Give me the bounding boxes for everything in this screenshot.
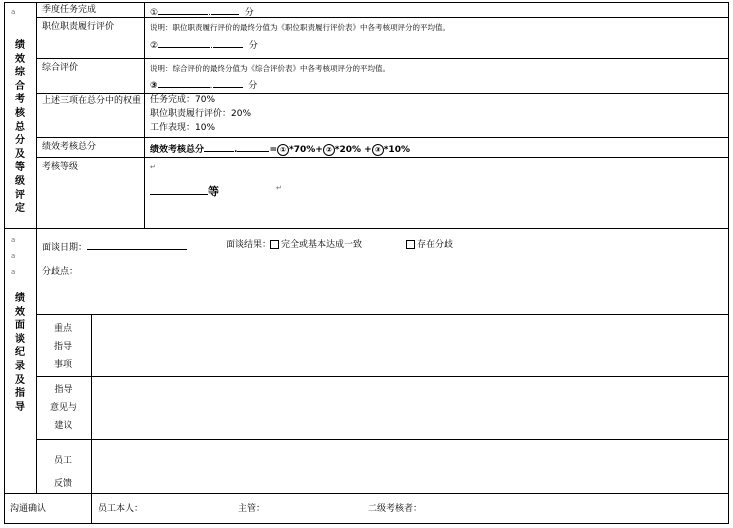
rule — [36, 2, 37, 493]
overall-note: 说明：综合评价的最终分值为《综合评价表》中各考核项评分的平均值。 — [150, 64, 390, 73]
rule — [4, 2, 729, 3]
employee-signature[interactable]: 员工本人： — [98, 504, 144, 514]
option-agree[interactable]: 完全或基本达成一致 — [270, 240, 362, 251]
rule — [36, 314, 729, 315]
overall-label: 综合评价 — [42, 63, 79, 73]
total-label: 绩效考核总分 — [42, 142, 97, 152]
checkbox[interactable] — [406, 240, 415, 249]
grade-field[interactable]: 等 — [150, 183, 219, 197]
rule — [4, 523, 729, 524]
rule — [4, 493, 729, 494]
interview-date-field[interactable]: 面谈日期： — [42, 240, 187, 254]
rule — [36, 17, 729, 18]
interview-result: 面谈结果： — [226, 240, 272, 250]
advice-input[interactable] — [98, 382, 718, 434]
duty-score-field[interactable]: ② . 分 — [150, 38, 258, 52]
rule — [4, 2, 5, 524]
rule — [36, 58, 729, 59]
task-label: 季度任务完成 — [42, 5, 97, 15]
feedback-label: 员工 反馈 — [54, 456, 73, 489]
advice-label: 指导 意见与 建议 — [50, 385, 78, 431]
task-score-field[interactable]: ① . 分 — [150, 5, 254, 19]
duty-note: 说明：职位职责履行评价的最终分值为《职位职责履行评价表》中各考核项评分的平均值。 — [150, 23, 450, 32]
feedback-input[interactable] — [98, 444, 718, 488]
grade-label: 考核等级 — [42, 162, 79, 172]
total-formula[interactable]: 绩效考核总分 . = ① *70%+ ② *20% + ③ *10% — [150, 142, 410, 156]
section-eval-title: 绩 效 综 合 考 核 总 分 及 等 级 评 定 — [15, 40, 25, 215]
duty-label: 职位职责履行评价 — [42, 22, 115, 32]
section-interview-title: 绩 效 面 谈 纪 录 及 指 导 — [15, 293, 25, 413]
weights-label: 上述三项在总分中的权重 — [42, 96, 142, 106]
rule — [36, 137, 729, 138]
rule — [91, 314, 92, 523]
rule — [144, 2, 145, 228]
rule — [36, 157, 729, 158]
option-diverge[interactable]: 存在分歧 — [400, 240, 453, 251]
rule — [36, 439, 729, 440]
weight-performance: 工作表现：10% — [150, 123, 216, 133]
rule — [4, 228, 729, 229]
focus-label: 重点 指导 事项 — [54, 324, 73, 370]
weight-duty: 职位职责履行评价：20% — [150, 109, 252, 119]
supervisor-signature[interactable]: 主管： — [238, 504, 266, 514]
diverge-label: 分歧点： — [42, 267, 79, 277]
rule — [36, 376, 729, 377]
weight-task: 任务完成：70% — [150, 95, 216, 105]
checkbox[interactable] — [270, 240, 279, 249]
para-mark: ↵ — [276, 184, 282, 192]
overall-score-field[interactable]: ③ . 分 — [150, 78, 257, 92]
confirm-label: 沟通确认 — [10, 504, 47, 514]
para-mark: ↵ — [150, 163, 156, 171]
second-reviewer-signature[interactable]: 二级考核者： — [368, 504, 423, 514]
focus-input[interactable] — [98, 320, 718, 372]
rule — [728, 2, 729, 524]
rule — [36, 93, 729, 94]
appraisal-form: 绩 效 综 合 考 核 总 分 及 等 级 评 定 a 季度任务完成 ① . 分 职位职责履行评价 说明：职位职责履行评价的最终分值为《职位职责履行评价表》中各考核项评分的平均值。 ② . 分 综合评价 说明：综合评价的最终分值为《综合评价表》中各考核项评分的平均值。 ③ . 分 上述三项在总分中的权重 任务完成：70% 职位职责履行评价：20% 工作表现：10% 绩效考核总分 绩效考核总分 . = ① *70%+ ② *20% + ③ *10% 考核等级 ↵ 等 ↵ 绩 效 面 谈 纪 录 及 指 导 a a a 面谈日期： 面谈结果： 完全或基本达成一致 存在分歧 分歧点： 重点 指导 事项 指导 意见与 建议 员工 反馈 沟通确认 员工本人： 主管： 二级考核者： — [4, 2, 729, 524]
